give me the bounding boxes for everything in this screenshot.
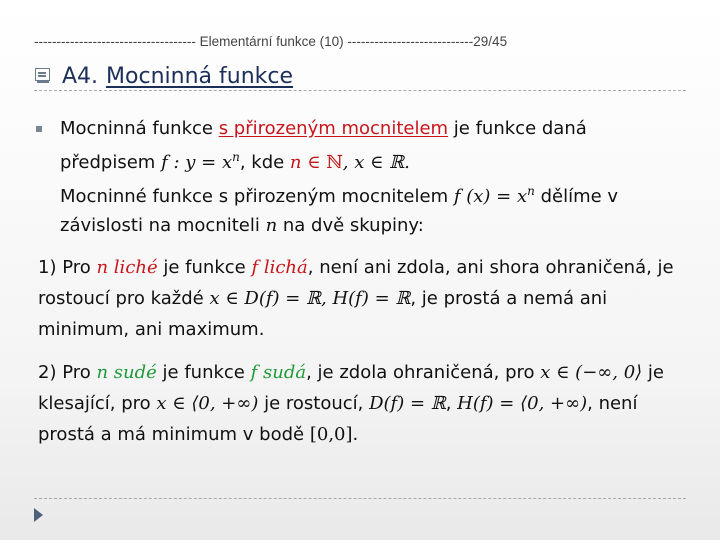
slide-header: ------------------------------------ Elementární funkce (10) ----------------------------29/45: [34, 34, 508, 49]
highlight-f-odd: f lichá: [251, 257, 308, 278]
highlight-n-odd: n liché: [96, 257, 158, 278]
intro-text: Mocninná funkce: [60, 118, 219, 139]
top-divider: [34, 90, 686, 91]
slide-icon: [34, 67, 52, 85]
math-n: n: [289, 152, 302, 173]
math-naturals: ∈ ℕ: [301, 152, 343, 173]
title-number: A4.: [62, 63, 99, 89]
math-domain-range-odd: x ∈ D(f) = ℝ, H(f) = ℝ: [209, 288, 411, 309]
intro-text: , kde: [239, 152, 290, 173]
formula-fx: f $(x) = x^n$: [453, 184, 535, 207]
slide-title: Mocninná funkce: [106, 63, 294, 89]
highlight-f-even: f sudá: [250, 362, 307, 383]
bottom-divider: [34, 498, 686, 499]
intro-text: Mocninné funkce s přirozeným mocnitelem: [60, 186, 454, 207]
math-domain-even: D(f) = ℝ: [369, 393, 446, 414]
intro-paragraph: [36, 114, 686, 240]
highlight-n-even: n sudé: [96, 362, 157, 383]
intro-text: je funkce daná předpisem: [60, 118, 587, 173]
math-minimum-point: [0,0]: [309, 424, 353, 445]
section-even: 2) Pro n sudé je funkce f sudá, je zdola ohraničená, pro x ∈ (−∞, 0⟩ je klesající, pro x ∈ ⟨0, +∞) je rostoucí, D(f) = ℝ, H(f) = ⟨0, +∞), není prostá a má minimum v bodě [0,0].: [38, 362, 664, 445]
highlight-natural-exponent: s přirozeným mocnitelem: [218, 118, 449, 139]
math-n: n: [265, 215, 278, 236]
math-interval-negative: x ∈ (−∞, 0⟩: [540, 362, 643, 383]
math-x-reals: , x ∈ ℝ.: [342, 152, 410, 173]
formula-f: f : $y = x^n$: [161, 150, 240, 173]
bullet-square-icon: [36, 126, 42, 132]
section-odd: 1) Pro n liché je funkce f lichá, není ani zdola, ani shora ohraničená, je rostoucí pro každé x ∈ D(f) = ℝ, H(f) = ℝ, je prostá a nemá ani minimum, ani maximum.: [38, 257, 674, 340]
next-slide-arrow-icon[interactable]: [34, 508, 43, 522]
slide-title-row: [34, 60, 293, 92]
math-interval-positive: x ∈ ⟨0, +∞): [156, 393, 259, 414]
math-range-even: H(f) = ⟨0, +∞): [457, 393, 588, 414]
intro-text: dělíme v závislosti na mocniteli: [60, 186, 619, 236]
intro-text: na dvě skupiny:: [277, 215, 424, 236]
